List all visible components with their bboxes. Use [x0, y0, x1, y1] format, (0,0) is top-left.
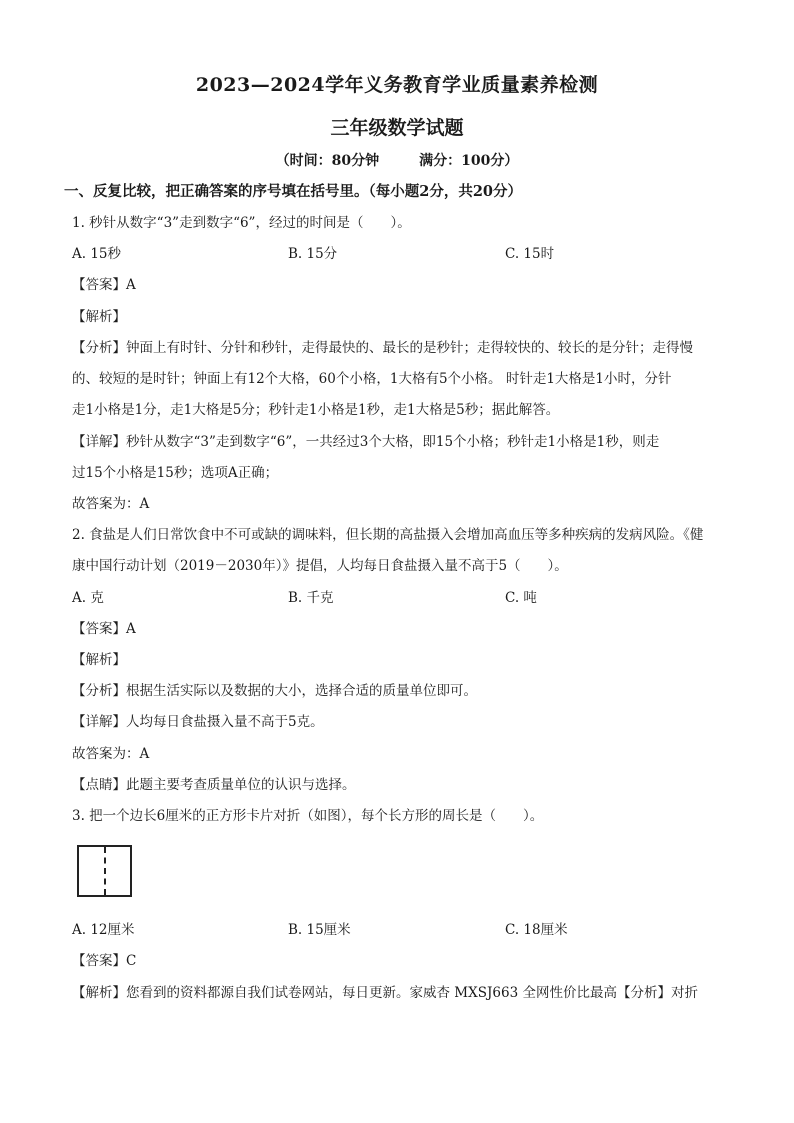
- exam-info: [0, 150, 794, 170]
- q1-detail-line1: 【详解】秒针从数字“3”走到数字“6”，一共经过3个大格，即15个小格；秒针走1小格是1秒，则走: [72, 434, 660, 450]
- q1-analysis-line2: 的、较短的是时针；钟面上有12个大格，60个小格，1大格有5个小格。 时针走1大格是1小时，分针: [72, 371, 672, 387]
- q3-answer: 【答案】C: [72, 953, 137, 969]
- q2-comment: 【点睛】此题主要考查质量单位的认识与选择。: [72, 777, 356, 793]
- q2-option-a: A. 克: [72, 590, 104, 606]
- q1-conclusion: 故答案为：A: [72, 496, 150, 512]
- q3-stem: 3. 把一个边长6厘米的正方形卡片对折（如图），每个长方形的周长是（ ）。: [72, 808, 544, 824]
- q1-option-b: B. 15分: [288, 246, 338, 262]
- q3-option-a: A. 12厘米: [72, 922, 135, 938]
- q1-option-c: C. 15时: [505, 246, 555, 262]
- q2-jiexi: 【解析】: [72, 652, 126, 668]
- q2-answer: 【答案】A: [72, 621, 136, 637]
- q1-answer: 【答案】A: [72, 277, 136, 293]
- q2-analysis: 【分析】根据生活实际以及数据的大小，选择合适的质量单位即可。: [72, 683, 477, 699]
- q2-option-c: C. 吨: [505, 590, 537, 606]
- fold-line: [104, 847, 106, 895]
- q2-conclusion: 故答案为：A: [72, 746, 150, 762]
- score-info: 满分：100分）: [419, 153, 519, 169]
- time-info: （时间：80分钟: [275, 153, 380, 169]
- q2-stem-line2: 康中国行动计划（2019－2030年）》提倡，人均每日食盐摄入量不高于5（ ）。: [72, 558, 568, 574]
- q3-option-b: B. 15厘米: [288, 922, 351, 938]
- q1-analysis-line3: 走1小格是1分，走1大格是5分；秒针走1小格是1秒，走1大格是5秒；据此解答。: [72, 402, 560, 418]
- q2-stem-line1: 2. 食盐是人们日常饮食中不可或缺的调味料，但长期的高盐摄入会增加高血压等多种疾病的发病风险。《健: [72, 527, 704, 543]
- q1-analysis-line1: 【分析】钟面上有时针、分针和秒针，走得最快的、最长的是秒针；走得较快的、较长的是分针；走得慢: [72, 340, 693, 356]
- q2-detail: 【详解】人均每日食盐摄入量不高于5克。: [72, 714, 324, 730]
- q2-option-b: B. 千克: [288, 590, 334, 606]
- q1-option-a: A. 15秒: [72, 246, 122, 262]
- exam-subtitle: 三年级数学试题: [330, 117, 464, 139]
- section-heading: 一、反复比较，把正确答案的序号填在括号里。（每小题2分，共20分）: [64, 183, 523, 200]
- exam-title: 2023—2024学年义务教育学业质量素养检测: [195, 74, 599, 96]
- q1-jiexi: 【解析】: [72, 309, 126, 325]
- q1-detail-line2: 过15个小格是15秒；选项A正确；: [72, 465, 279, 481]
- folded-square-figure: [77, 845, 132, 897]
- q3-option-c: C. 18厘米: [505, 922, 568, 938]
- q3-jiexi-line: 【解析】您看到的资料都源自我们试卷网站，每日更新。家威杏 MXSJ663 全网性价比最高【分析】对折: [72, 985, 698, 1001]
- q1-stem: 1. 秒针从数字“3”走到数字“6”，经过的时间是（ ）。: [72, 215, 411, 231]
